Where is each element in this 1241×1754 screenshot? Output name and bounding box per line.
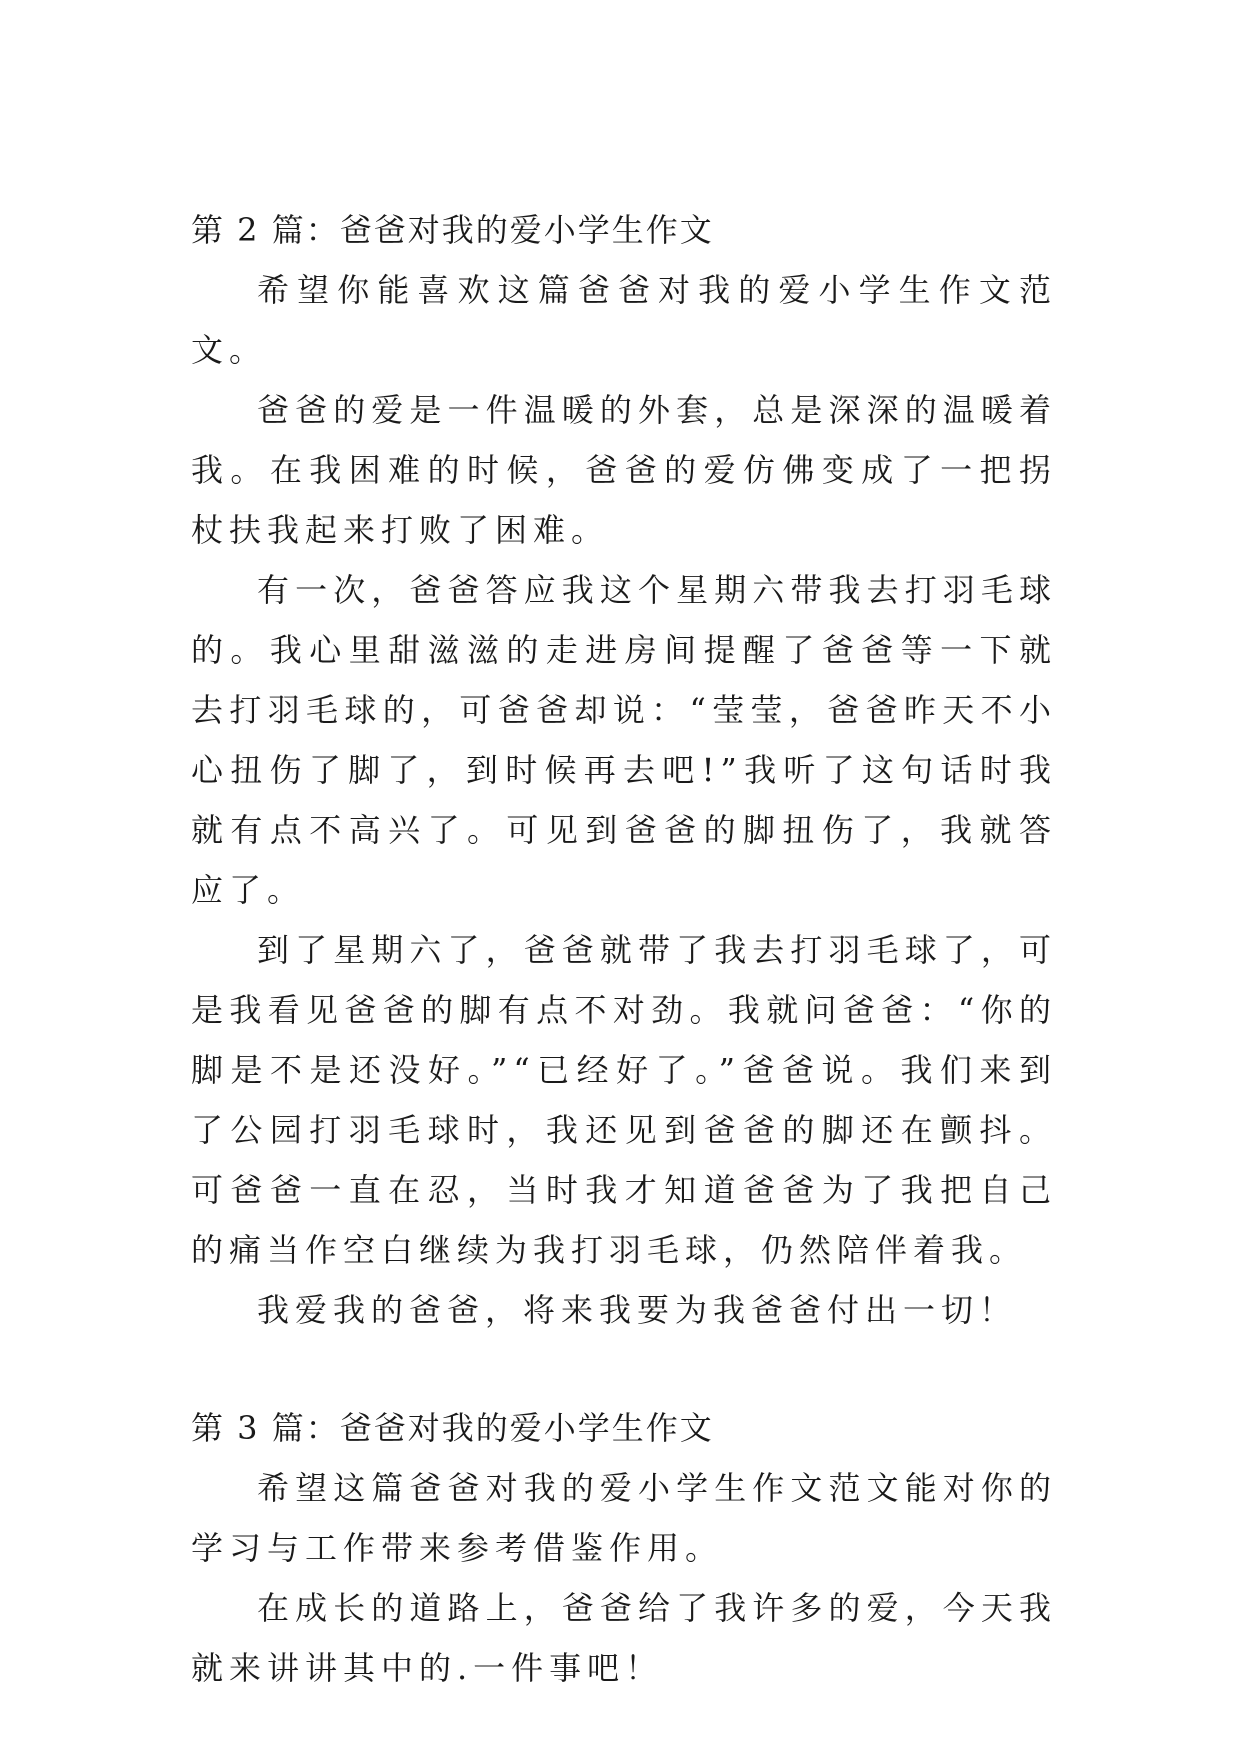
- paragraph: 有一次，爸爸答应我这个星期六带我去打羽毛球的。我心里甜滋滋的走进房间提醒了爸爸等一下就去打羽毛球的，可爸爸却说：“莹莹，爸爸昨天不小心扭伤了脚了，到时候再去吧!”我听了这句话时我就有点不高兴了。可见到爸爸的脚扭伤了，我就答应了。: [191, 571, 1057, 909]
- document-body: [191, 200, 1057, 1698]
- essay-section-3: [191, 1398, 1057, 1698]
- essay-heading: 第 2 篇：爸爸对我的爱小学生作文: [191, 211, 714, 249]
- paragraph: 希望你能喜欢这篇爸爸对我的爱小学生作文范文。: [191, 271, 1057, 369]
- paragraph: 到了星期六了，爸爸就带了我去打羽毛球了，可是我看见爸爸的脚有点不对劲。我就问爸爸：“你的脚是不是还没好。”“已经好了。”爸爸说。我们来到了公园打羽毛球时，我还见到爸爸的脚还在颤抖。可爸爸一直在忍，当时我才知道爸爸为了我把自己的痛当作空白继续为我打羽毛球，仍然陪伴着我。: [191, 931, 1057, 1269]
- paragraph: 爸爸的爱是一件温暖的外套，总是深深的温暖着我。在我困难的时候，爸爸的爱仿佛变成了一把拐杖扶我起来打败了困难。: [191, 391, 1057, 549]
- paragraph: 我爱我的爸爸，将来我要为我爸爸付出一切！: [257, 1291, 1018, 1329]
- paragraph: 希望这篇爸爸对我的爱小学生作文范文能对你的学习与工作带来参考借鉴作用。: [191, 1469, 1057, 1567]
- paragraph: 在成长的道路上，爸爸给了我许多的爱，今天我就来讲讲其中的.一件事吧！: [191, 1589, 1057, 1687]
- essay-section-2: [191, 200, 1057, 1340]
- essay-heading: 第 3 篇：爸爸对我的爱小学生作文: [191, 1409, 714, 1447]
